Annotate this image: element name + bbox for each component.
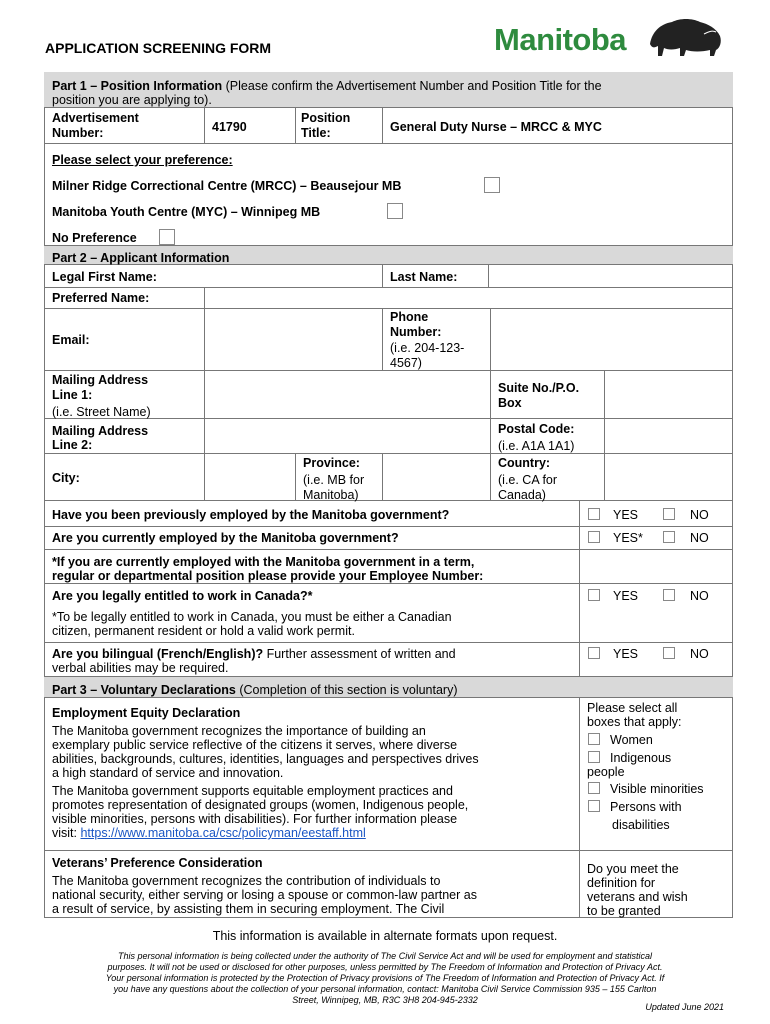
- q-previously-employed: Have you been previously employed by the Manitoba government?: [52, 508, 450, 522]
- veterans-heading: Veterans’ Preference Consideration: [52, 856, 263, 870]
- pref-none-checkbox[interactable]: [159, 229, 175, 245]
- curr-no-label: NO: [690, 531, 709, 545]
- employee-number-note-2: regular or departmental position please provide your Employee Number:: [52, 569, 484, 583]
- q-bilingual-note: Further assessment of written and: [263, 647, 456, 661]
- adv-number-label-1: Advertisement: [52, 111, 139, 125]
- preferred-name-label: Preferred Name:: [52, 291, 150, 305]
- employee-number-field[interactable]: [580, 550, 732, 582]
- pref-myc-checkbox[interactable]: [387, 203, 403, 219]
- bil-yes-label: YES: [613, 647, 639, 661]
- preference-heading: Please select your preference:: [52, 153, 233, 167]
- email-field[interactable]: [205, 309, 381, 369]
- phone-label-1: Phone: [390, 310, 429, 324]
- part3-heading: Part 3 – Voluntary Declarations: [52, 683, 236, 697]
- logo-text: Manitoba: [494, 22, 627, 57]
- country-field[interactable]: [605, 454, 732, 499]
- alt-formats-note: This information is available in alternate formats upon request.: [212, 929, 558, 943]
- phone-hint-2: 4567): [390, 356, 422, 370]
- veterans-line1: The Manitoba government recognizes the contribution of individuals to: [52, 874, 441, 888]
- select-note-1: Please select all: [587, 701, 678, 715]
- select-note-2: boxes that apply:: [587, 715, 682, 729]
- country-label: Country:: [498, 456, 551, 470]
- last-name-label: Last Name:: [390, 270, 458, 284]
- mail1-hint: (i.e. Street Name): [52, 405, 151, 419]
- phone-hint-1: (i.e. 204-123-: [390, 341, 465, 355]
- q-legally-entitled: Are you legally entitled to work in Canada?*: [52, 589, 313, 603]
- adv-number-value: 41790: [212, 120, 247, 134]
- province-hint-1: (i.e. MB for: [303, 473, 365, 487]
- veterans-q-3: veterans and wish: [587, 890, 688, 904]
- q-currently-employed: Are you currently employed by the Manitoba government?: [52, 531, 399, 545]
- legal-yes-label: YES: [613, 589, 639, 603]
- curr-yes-checkbox[interactable]: [588, 531, 600, 543]
- country-hint-1: (i.e. CA for: [498, 473, 558, 487]
- suite-field[interactable]: [605, 371, 732, 417]
- postal-label: Postal Code:: [498, 422, 575, 436]
- preferred-name-field[interactable]: [205, 289, 732, 307]
- visible-minorities-label: Visible minorities: [610, 782, 704, 796]
- phone-field[interactable]: [491, 309, 732, 369]
- mail2-label-1: Mailing Address: [52, 424, 149, 438]
- part2-heading: Part 2 – Applicant Information: [52, 251, 230, 265]
- mail1-label-2: Line 1:: [52, 388, 93, 402]
- legal-no-label: NO: [690, 589, 709, 603]
- ee-p1-line4: a high standard of service and innovation.: [52, 766, 284, 780]
- disabilities-label-1: Persons with: [610, 800, 682, 814]
- position-title-value: General Duty Nurse – MRCC & MYC: [390, 120, 602, 134]
- indigenous-label-2: people: [587, 765, 625, 779]
- legal-yes-checkbox[interactable]: [588, 589, 600, 601]
- legal-note-1: *To be legally entitled to work in Canada, you must be either a Canadian: [52, 610, 452, 624]
- city-label: City:: [52, 471, 80, 485]
- email-label: Email:: [52, 333, 90, 347]
- pref-none-label: No Preference: [52, 231, 137, 245]
- legal-note-2: citizen, permanent resident or hold a valid work permit.: [52, 624, 355, 638]
- phone-label-2: Number:: [390, 325, 442, 339]
- ee-p1-line2: exemplary public service reflective of the citizens it serves, where diverse: [52, 738, 458, 752]
- veterans-line2: national security, either serving or losing a spouse or common-law partner as: [52, 888, 477, 902]
- part1-heading: Part 1 – Position Information: [52, 79, 223, 93]
- last-name-field[interactable]: [490, 266, 732, 286]
- pref-mrcc-checkbox[interactable]: [484, 177, 500, 193]
- position-title-label-2: Title:: [301, 126, 331, 140]
- employee-number-note-1: *If you are currently employed with the Manitoba government in a term,: [52, 555, 475, 569]
- mail1-label-1: Mailing Address: [52, 373, 149, 387]
- bil-no-checkbox[interactable]: [663, 647, 675, 659]
- veterans-q-2: definition for: [587, 876, 656, 890]
- mailing-address-1-field[interactable]: [205, 371, 489, 417]
- privacy-line-2: purposes. It will not be used or disclosed for other purposes, unless permitted by The Freedom of Information and Protection of Privacy Act.: [107, 962, 663, 972]
- suite-label-1: Suite No./P.O.: [498, 381, 580, 395]
- ee-p2-line4: visit:: [52, 826, 81, 840]
- curr-no-checkbox[interactable]: [663, 531, 675, 543]
- privacy-line-4: you have any questions about the collection of your personal information, contact: Manitoba Civil Service Commission 935 – 155 Carlton: [113, 984, 657, 994]
- province-field[interactable]: [383, 454, 489, 499]
- province-label: Province:: [303, 456, 360, 470]
- q-bilingual: Are you bilingual (French/English)?: [52, 647, 264, 661]
- position-title-label-1: Position: [301, 111, 351, 125]
- prev-no-checkbox[interactable]: [663, 508, 675, 520]
- indigenous-checkbox[interactable]: [588, 751, 600, 763]
- part1-heading-line2: position you are applying to).: [52, 93, 212, 107]
- curr-yes-label: YES*: [613, 531, 643, 545]
- ee-policy-link[interactable]: https://www.manitoba.ca/csc/policyman/eestaff.html: [80, 826, 366, 840]
- bison-icon: [646, 14, 726, 58]
- first-name-field[interactable]: [205, 266, 381, 286]
- page-title: APPLICATION SCREENING FORM: [45, 40, 272, 56]
- q-bilingual-note-2: verbal abilities may be required.: [52, 661, 229, 675]
- women-checkbox[interactable]: [588, 733, 600, 745]
- mailing-address-2-field[interactable]: [205, 419, 489, 452]
- part1-heading-note: (Please confirm the Advertisement Number and Position Title for the: [222, 79, 602, 93]
- prev-no-label: NO: [690, 508, 709, 522]
- pref-myc-label: Manitoba Youth Centre (MYC) – Winnipeg MB: [52, 205, 321, 219]
- city-field[interactable]: [205, 454, 294, 499]
- ee-p2-line1: The Manitoba government supports equitable employment practices and: [52, 784, 453, 798]
- prev-yes-checkbox[interactable]: [588, 508, 600, 520]
- ee-p1-line1: The Manitoba government recognizes the importance of building an: [52, 724, 426, 738]
- ee-p2-line2: promotes representation of designated groups (women, Indigenous people,: [52, 798, 469, 812]
- visible-minorities-checkbox[interactable]: [588, 782, 600, 794]
- veterans-q-4: to be granted: [587, 904, 661, 918]
- bil-no-label: NO: [690, 647, 709, 661]
- disabilities-checkbox[interactable]: [588, 800, 600, 812]
- bil-yes-checkbox[interactable]: [588, 647, 600, 659]
- privacy-line-1: This personal information is being collected under the authority of The Civil Service Act and will be used for employment and statistical: [118, 951, 652, 961]
- postal-hint: (i.e. A1A 1A1): [498, 439, 575, 453]
- adv-number-label-2: Number:: [52, 126, 104, 140]
- province-hint-2: Manitoba): [303, 488, 359, 502]
- first-name-label: Legal First Name:: [52, 270, 157, 284]
- indigenous-label-1: Indigenous: [610, 751, 672, 765]
- updated-date: Updated June 2021: [645, 1002, 724, 1012]
- legal-no-checkbox[interactable]: [663, 589, 675, 601]
- postal-code-field[interactable]: [605, 419, 732, 452]
- ee-heading: Employment Equity Declaration: [52, 706, 241, 720]
- suite-label-2: Box: [498, 396, 522, 410]
- veterans-q-1: Do you meet the: [587, 862, 679, 876]
- women-label: Women: [610, 733, 653, 747]
- manitoba-logo: [494, 14, 729, 60]
- ee-p1-line3: abilities, backgrounds, cultures, identities, languages and perspectives drives: [52, 752, 479, 766]
- country-hint-2: Canada): [498, 488, 546, 502]
- privacy-line-5: Street, Winnipeg, MB, R3C 3H8 204-945-2332: [292, 995, 478, 1005]
- part3-heading-note: (Completion of this section is voluntary): [235, 683, 458, 697]
- veterans-line3: a result of service, by assisting them in securing employment. The Civil: [52, 902, 445, 916]
- disabilities-label-2: disabilities: [612, 818, 670, 832]
- privacy-line-3: Your personal information is protected by the Protection of Privacy provisions of The Freedom of Information and Protection of Privacy Act. If: [105, 973, 665, 983]
- mail2-label-2: Line 2:: [52, 438, 93, 452]
- pref-mrcc-label: Milner Ridge Correctional Centre (MRCC) – Beausejour MB: [52, 179, 402, 193]
- ee-p2-line3: visible minorities, persons with disabilities). For further information please: [52, 812, 458, 826]
- prev-yes-label: YES: [613, 508, 639, 522]
